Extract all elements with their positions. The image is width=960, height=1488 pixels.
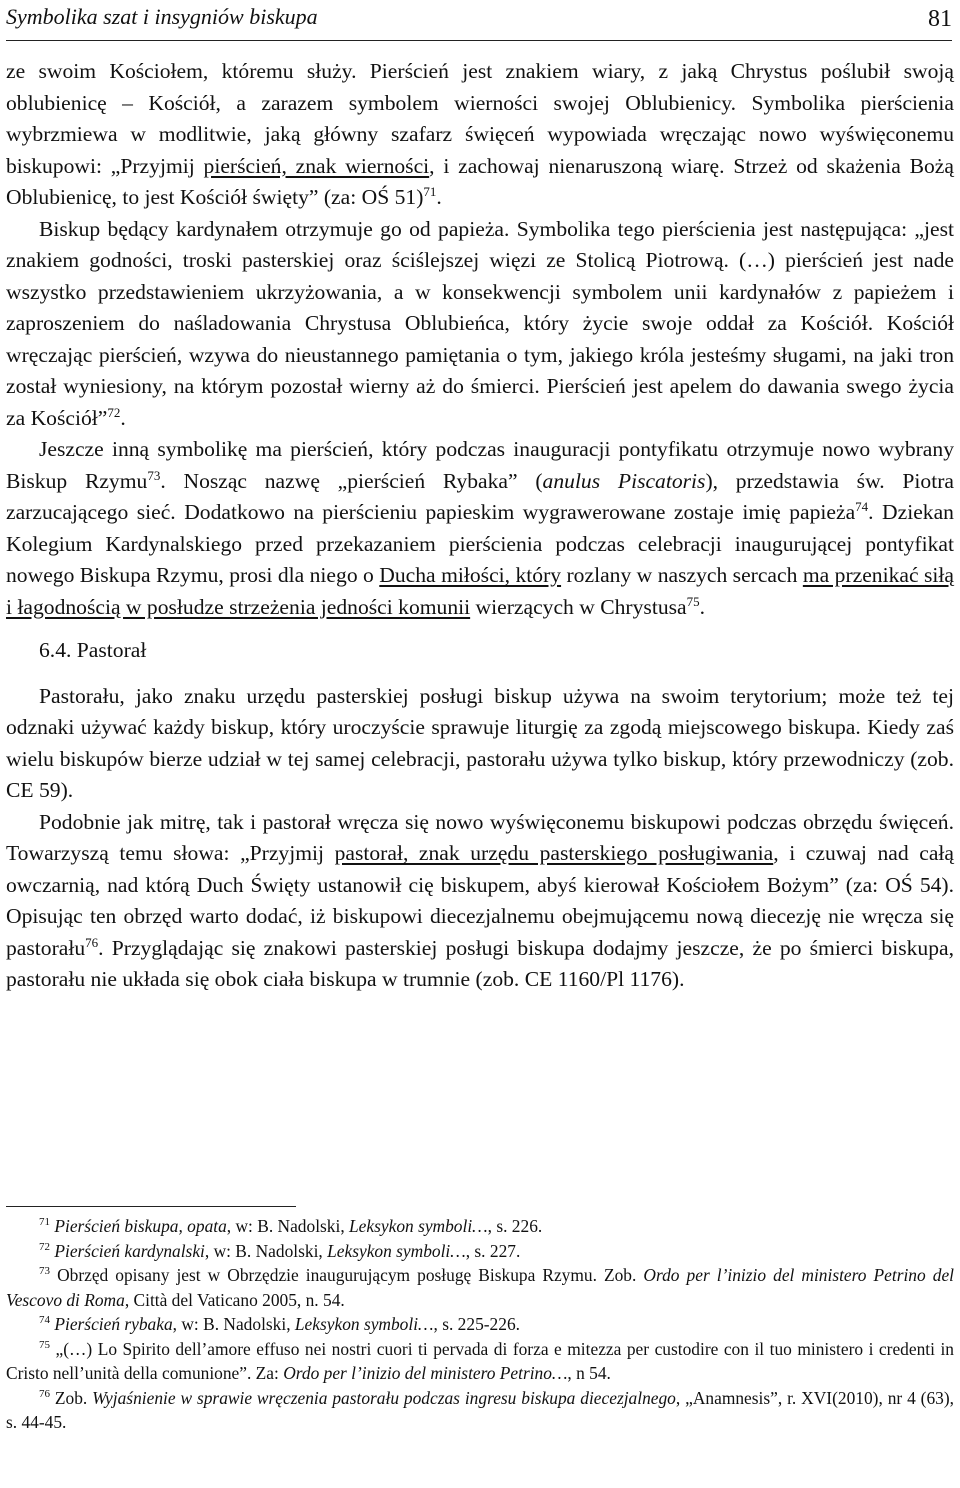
text-run: , „Anamnesis”, r. XVI(2010), nr 4 (63), s. 44-45. (6, 1387, 954, 1432)
text-run: ze swoim Kościołem, któremu służy. Pierścień jest znakiem wiary, z jaką Chrystus poślubił swoją oblubienicę – Kościół, a zarazem symbolem wierności swojej Oblubienicy. Symbolika pierścienia wybrzmiewa w modlitwie, jaką główny szafarz święceń wypowiada wręczając nowo wyświęconemu biskupowi: „Przyjmij (6, 59, 954, 178)
paragraph-ring-cardinal (6, 214, 954, 435)
footnote-ref[interactable]: 74 (855, 498, 869, 514)
footnote-number: 75 (39, 1338, 50, 1351)
italic-text: Wyjaśnienie w sprawie wręczenia pastorału podczas ingresu biskupa diecezjalnego (92, 1387, 676, 1408)
italic-text: Pierścień kardynalski (54, 1240, 205, 1261)
footnote-ref[interactable]: 72 (107, 404, 121, 420)
footnote-ref[interactable]: 75 (686, 593, 700, 609)
footnote-number: 72 (39, 1240, 50, 1253)
text-run: . (436, 185, 442, 209)
footnote-number: 71 (39, 1216, 50, 1229)
italic-text: Ordo per l’inizio del ministero Petrino… (283, 1363, 568, 1383)
footnote-75 (6, 1337, 954, 1386)
italic-text: Leksykon symboli… (327, 1240, 466, 1261)
text-run: Zob. (54, 1387, 93, 1408)
footnote-number: 73 (39, 1265, 50, 1278)
text-run: , s. 227. (465, 1240, 521, 1261)
text-run: . (699, 594, 706, 619)
footnotes (6, 1214, 954, 1435)
text-run: , Città del Vaticano 2005, n. 54. (124, 1289, 345, 1310)
text-run: , w: B. Nadolski, (172, 1314, 295, 1334)
footnote-ref[interactable]: 71 (423, 183, 437, 199)
page-number: 81 (928, 6, 952, 32)
footnote-73 (6, 1263, 954, 1312)
underlined-text: pastorał, znak urzędu pasterskiego posługiwania (334, 841, 774, 865)
underlined-text: ma przenikać siłą i łagodnością w posłudze strzeżenia jedności komunii (6, 563, 954, 619)
italic-text: Pierścień biskupa, opata (54, 1216, 227, 1236)
text-run: . Nosząc nazwę „pierścień Rybaka” ( (160, 468, 543, 493)
text-run: . Dziekan Kolegium Kardynalskiego przed przekazaniem pierścienia podczas celebracji inaugurującej pontyfikat nowego Biskupa Rzymu, prosi dla niego o (6, 500, 954, 587)
paragraph-crozier-use: Pastorału, jako znaku urzędu pasterskiej posługi biskup używa na swoim terytorium; może też tej odznaki używać każdy biskup, który uroczyście sprawuje liturgię za zgodą miejscowego biskupa. Kiedy zaś wielu biskupów bierze udział w tej samej celebracji, pastorału używa tylko biskup, który przewodniczy (zob. CE 59). (6, 683, 954, 802)
footnote-ref[interactable]: 73 (147, 467, 161, 483)
text-run: Podobnie jak mitrę, tak i pastorał wręcza się nowo wyświęconemu biskupowi podczas obrzędu święceń. Towarzyszą temu słowa: „Przyjmij (6, 809, 954, 865)
underlined-text: Ducha miłości, który (379, 563, 562, 587)
footnote-74 (6, 1312, 954, 1337)
italic-text: anulus Piscatoris (542, 468, 706, 493)
text-run: rozlany w naszych sercach (561, 563, 803, 587)
italic-text: Ordo per l’inizio del ministero Petrino del Vescovo di Roma (6, 1265, 954, 1310)
text-run: , w: B. Nadolski, (204, 1240, 328, 1261)
footnote-number: 76 (39, 1387, 50, 1400)
running-title: Symbolika szat i insygniów biskupa (6, 4, 318, 29)
italic-text: Leksykon symboli… (294, 1314, 434, 1334)
italic-text: Pierścień rybaka (54, 1314, 173, 1334)
underlined-text: pierścień, znak wierności (203, 153, 430, 178)
text-run: Biskup będący kardynałem otrzymuje go od papieża. Symbolika tego pierścienia jest następująca: „jest znakiem godności, troski pasterskiej oraz ściślejszej więzi ze Stolicą Piotrową. (…) pierścień jest nade wszystko przedstawieniem ukrzyżowania, a w konsekwencji symbolem unii kardynałów z papieżem i zaproszeniem do naśladowania Chrystusa Oblubieńca, który życie swoje oddał za Kościół. Kościół wręczając pierścień, wzywa do nieustannego pamiętania o tym, jakiego króla jesteśmy sługami, na jaki tron został wyniesiony, na którym pozostał wierny aż do śmierci. Pierścień jest apelem do dawania swego życia za Kościół” (6, 216, 954, 430)
footnote-number: 74 (39, 1314, 50, 1327)
paragraph-crozier-ordination (6, 807, 954, 996)
text-run: , s. 225-226. (433, 1314, 520, 1334)
text-run: , i zachowaj nienaruszoną wiarę. Strzeż od skażenia Bożą Oblubienicę, to jest Kościół święty” (za: OŚ 51) (6, 153, 954, 209)
text-run: , s. 226. (487, 1216, 543, 1236)
footnote-ref[interactable]: 76 (85, 934, 99, 950)
text-run: . (120, 405, 126, 430)
section-heading: 6.4. Pastorał (39, 638, 147, 662)
text-run: , i czuwaj nad całą owczarnią, nad którą Duch Święty ustanowił cię biskupem, abyś kierował Kościołem Bożym” (za: OŚ 54). Opisując ten obrzęd warto dodać, iż biskupowi diecezjalnemu obejmującemu nową diecezję nie wręcza się pastorału (6, 841, 954, 960)
paragraph-ring-bishop (6, 56, 954, 214)
page-header (6, 0, 952, 41)
paragraph-ring-fisherman (6, 434, 954, 623)
text-run: . Przyglądając się znakowi pasterskiej posługi biskupa dodajmy jeszcze, że po śmierci biskupa, pastorału nie układa się obok ciała biskupa w trumnie (zob. CE 1160/Pl 1176). (6, 935, 954, 991)
text-run: wierzących w Chrystusa (470, 594, 687, 619)
footnote-76 (6, 1386, 954, 1435)
footnote-separator (6, 1206, 296, 1207)
text-run: , w: B. Nadolski, (226, 1216, 350, 1236)
text-run: ), przedstawia św. Piotra zarzucającego sieć. Dodatkowo na pierścieniu papieskim wygrawerowane zostaje imię papieża (6, 468, 954, 524)
text-run: Jeszcze inną symbolikę ma pierścień, który podczas inauguracji pontyfikatu otrzymuje nowo wybrany Biskup Rzymu (6, 437, 954, 493)
footnote-72 (6, 1239, 954, 1264)
text-run: , n 54. (567, 1363, 611, 1383)
text-run: Obrzęd opisany jest w Obrzędzie inaugurującym posługę Biskupa Rzymu. Zob. (57, 1265, 644, 1285)
italic-text: Leksykon symboli… (349, 1216, 488, 1236)
text-run: „(…) Lo Spirito dell’amore effuso nei nostri cuori ti pervada di forza e mitezza per custodire con il tuo ministero i credenti in Cristo nell’unità della comunione”. Za: (6, 1338, 954, 1383)
body-text (6, 56, 954, 996)
footnote-71 (6, 1214, 954, 1239)
